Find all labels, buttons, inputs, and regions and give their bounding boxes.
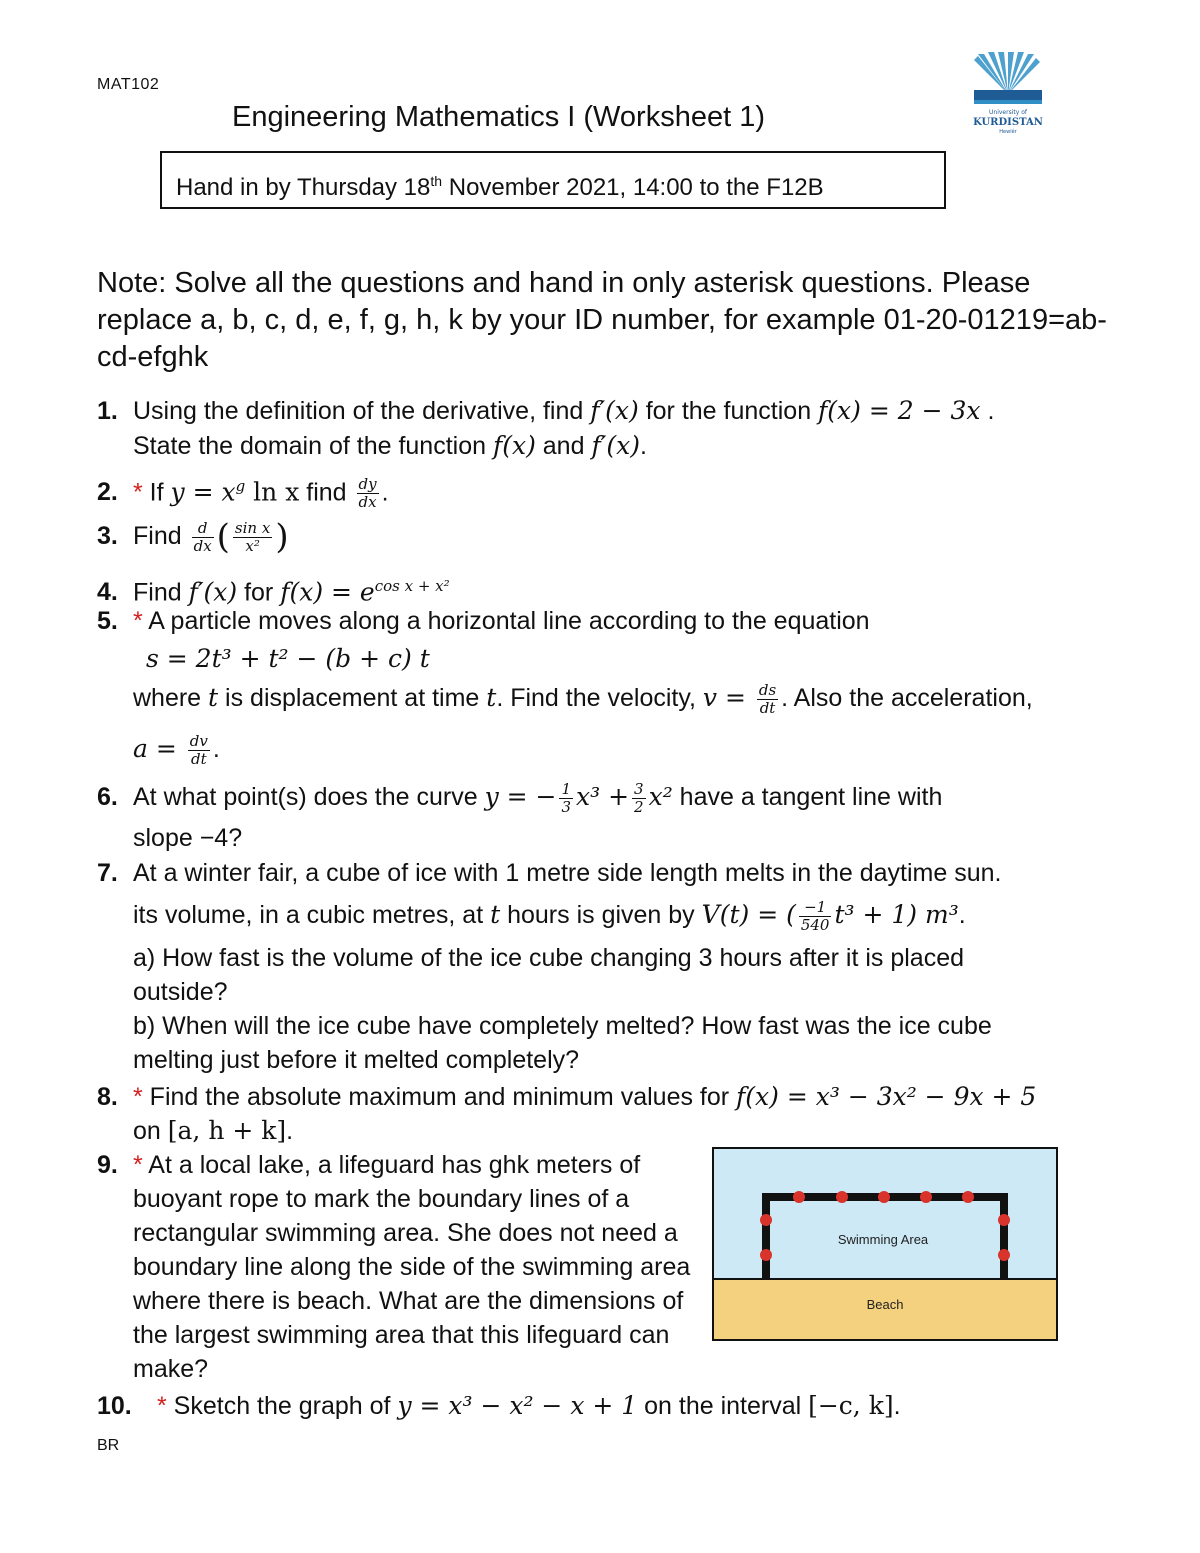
q5-text: A particle moves along a horizontal line according to the equation [142,607,870,635]
q3-text: Find [133,522,189,551]
question-4 [97,570,450,609]
q7a-text-2: outside? [133,978,228,1006]
question-number: 6. [97,783,118,811]
q2-text-3: . [381,478,389,507]
question-number: 5. [97,607,118,635]
q6-math-3: x² [648,782,673,811]
question-2 [97,470,389,511]
q4-text: Find [133,578,189,607]
buoy [760,1214,772,1226]
fraction-top: 1 [561,779,572,798]
q8-line2-text: on [133,1117,168,1145]
q8-text: Find the absolute maximum and minimum values for [142,1083,737,1111]
question-8-line-2 [97,1114,293,1148]
q7-l2-math-2: t³ + 1) [834,900,918,929]
q8-line2-text-2: . [286,1117,294,1145]
buoy [962,1191,974,1203]
q8-math-1: f(x) = x³ − 3x² − 9x + 5 [736,1082,1037,1111]
fraction-top: ds [758,680,777,699]
q6-line2-text: slope −4? [133,824,243,852]
q3-derivative-fraction [192,520,214,555]
question-7b [97,1010,992,1043]
question-1-line-2 [97,429,647,463]
question-8 [97,1080,1036,1114]
q4-math-1: f′(x) [188,577,238,607]
buoy [998,1214,1010,1226]
question-number: 8. [97,1083,118,1111]
q10-text-2: on the interval [637,1392,809,1420]
handin-sup: th [430,173,443,189]
q7b-text: b) When will the ice cube have completely melted? How fast was the ice cube [133,1012,992,1040]
question-number: 10. [97,1392,132,1420]
q10-text: Sketch the graph of [166,1392,398,1420]
q5-l3-text: where [133,684,209,712]
question-9 [97,1148,697,1386]
question-5-line-3 [97,681,1033,717]
swimming-area-figure [712,1147,1058,1341]
q6-math-1: y = − [484,782,557,811]
q1-math-3: f(x) [492,431,536,460]
q10-math-1: y = x³ − x² − x + 1 [397,1391,638,1420]
q6-text: At what point(s) does the curve [133,783,485,811]
q5-accel-fraction [188,733,210,768]
question-number: 1. [97,397,118,425]
fraction-bottom: 540 [800,915,830,934]
question-7a [97,942,964,975]
q7a-text: a) How fast is the volume of the ice cube changing 3 hours after it is placed [133,944,965,972]
question-7b-line-2 [97,1044,579,1077]
q4-exponent: cos x + x² [374,577,450,595]
fraction-top: dy [358,475,377,494]
fraction-top: sin x [234,519,271,537]
handin-text-b: November 2021, 14:00 to the F12B [442,174,824,201]
q7-l2-text-2: hours is given by [500,901,702,929]
question-7-line-2 [97,898,966,934]
q1-math-2: f(x) = 2 − 3x [818,396,981,425]
page-title: Engineering Mathematics I (Worksheet 1) [232,101,765,133]
q2-math-1: y = x [170,477,236,507]
fraction-bottom: dx [193,537,212,555]
q1-text-2: for the function [638,397,819,425]
fraction-top: −1 [799,899,832,917]
fraction-top: d [192,520,214,538]
asterisk-marker: * [133,1151,143,1179]
question-1 [97,394,994,428]
university-logo [970,52,1046,152]
q7-l2-var: t [490,900,501,929]
question-6 [97,780,942,816]
q5-l4-accel: a = [133,734,185,763]
question-5-line-4 [97,732,220,768]
fraction-top: dv [189,731,208,750]
handin-box [160,151,946,209]
handin-text-a: Hand in by Thursday 18 [176,174,431,201]
question-5-equation [146,642,430,676]
q1-math-1: f′(x) [590,396,639,425]
q5-velocity-fraction [757,682,778,717]
q4-math-2: f(x) = e [280,577,375,607]
asterisk-marker: * [133,478,143,507]
note-paragraph: Note: Solve all the questions and hand in only asterisk questions. Please replace a, b, c, d, e, f, g, h, k by your ID number, for example 01-20-01219=ab-cd-efghk [97,267,1107,373]
q1-line2-text-3: . [639,432,647,460]
q4-text-2: for [237,578,281,607]
q6-fraction-2 [632,781,646,816]
question-number: 4. [97,578,118,607]
q7-l2-math-3: m³ [917,900,959,929]
buoy [920,1191,932,1203]
q8-interval: [a, h + k] [167,1116,287,1145]
question-number: 3. [97,522,118,551]
q5-equation: s = 2t³ + t² − (b + c) t [146,644,430,673]
question-3 [97,517,289,557]
question-number: 2. [97,478,118,507]
question-5 [97,605,870,638]
question-10 [97,1389,901,1423]
buoy [998,1249,1010,1261]
fraction-bottom: x² [245,537,260,555]
q1-math-4: f′(x) [591,431,640,460]
fraction-bottom: dt [190,749,207,768]
question-7 [97,857,1001,890]
q7-l2-math: V(t) = ( [701,900,796,929]
q2-text-2: find [299,478,354,507]
asterisk-marker: * [133,607,143,635]
q5-l3-var: t [208,683,219,712]
fraction-bottom: dx [358,493,377,512]
q6-fraction-1 [559,781,573,816]
q6-math-2: x³ + [576,782,630,811]
fraction-bottom: 2 [634,797,644,816]
asterisk-marker: * [157,1392,167,1420]
fraction-top: 3 [634,779,644,798]
fraction-bottom: dt [759,698,776,717]
question-7a-line-2 [97,976,228,1009]
buoy [878,1191,890,1203]
q2-exponent: g [235,477,246,495]
logo-text-top: University of [989,109,1027,116]
q5-l3-var-2: t [486,683,497,712]
q6-text-2: have a tangent line with [672,783,943,811]
logo-text-bottom: Hewlêr [999,129,1017,135]
q5-l3-velocity: v = [702,683,754,712]
q2-text: If [142,478,171,507]
q2-math-2: ln x [245,477,300,507]
q9-text: At a local lake, a lifeguard has ghk meters of buoyant rope to mark the boundary lines of a rectangular swimming area. She does not need a boundary line along the side of the swimming area where there is beach. What are the dimensions of the largest swimming area that this lifeguard can make? [133,1151,691,1383]
q1-text: Using the definition of the derivative, find [133,397,591,425]
question-6-line-2 [97,822,242,855]
question-number: 7. [97,859,118,887]
logo-text-main: KURDISTAN [973,117,1043,128]
q1-line2-text-2: and [535,432,592,460]
course-code: MAT102 [97,76,160,93]
q9-body [133,1148,697,1386]
buoy [760,1249,772,1261]
q10-interval: [−c, k] [808,1391,894,1420]
asterisk-marker: * [133,1083,143,1111]
q7-text: At a winter fair, a cube of ice with 1 metre side length melts in the daytime sun. [133,859,1002,887]
footer-initials: BR [97,1437,120,1454]
question-number: 9. [97,1151,118,1179]
q7-fraction [799,899,832,934]
beach-label: Beach [866,1297,904,1312]
q1-text-3: . [980,397,995,425]
q10-text-3: . [893,1392,901,1420]
q7-l2-text-3: . [958,901,966,929]
q5-l4-text: . [212,735,220,763]
q3-paren-open: ( [216,517,230,557]
q1-line2-text: State the domain of the function [133,432,493,460]
swimming-area-label: Swimming Area [837,1232,929,1247]
q2-fraction [357,476,379,511]
q7b-text-2: melting just before it melted completely? [133,1046,580,1074]
q5-l3-text-2: is displacement at time [218,684,487,712]
q3-inner-fraction [233,520,272,555]
logo-sunburst [974,52,1042,104]
buoy [793,1191,805,1203]
q7-l2-text: its volume, in a cubic metres, at [133,901,491,929]
q5-l3-text-3: . Find the velocity, [496,684,703,712]
q5-l3-text-4: . Also the acceleration, [781,684,1033,712]
buoy [836,1191,848,1203]
q3-paren-close: ) [275,517,289,557]
fraction-bottom: 3 [561,797,572,816]
